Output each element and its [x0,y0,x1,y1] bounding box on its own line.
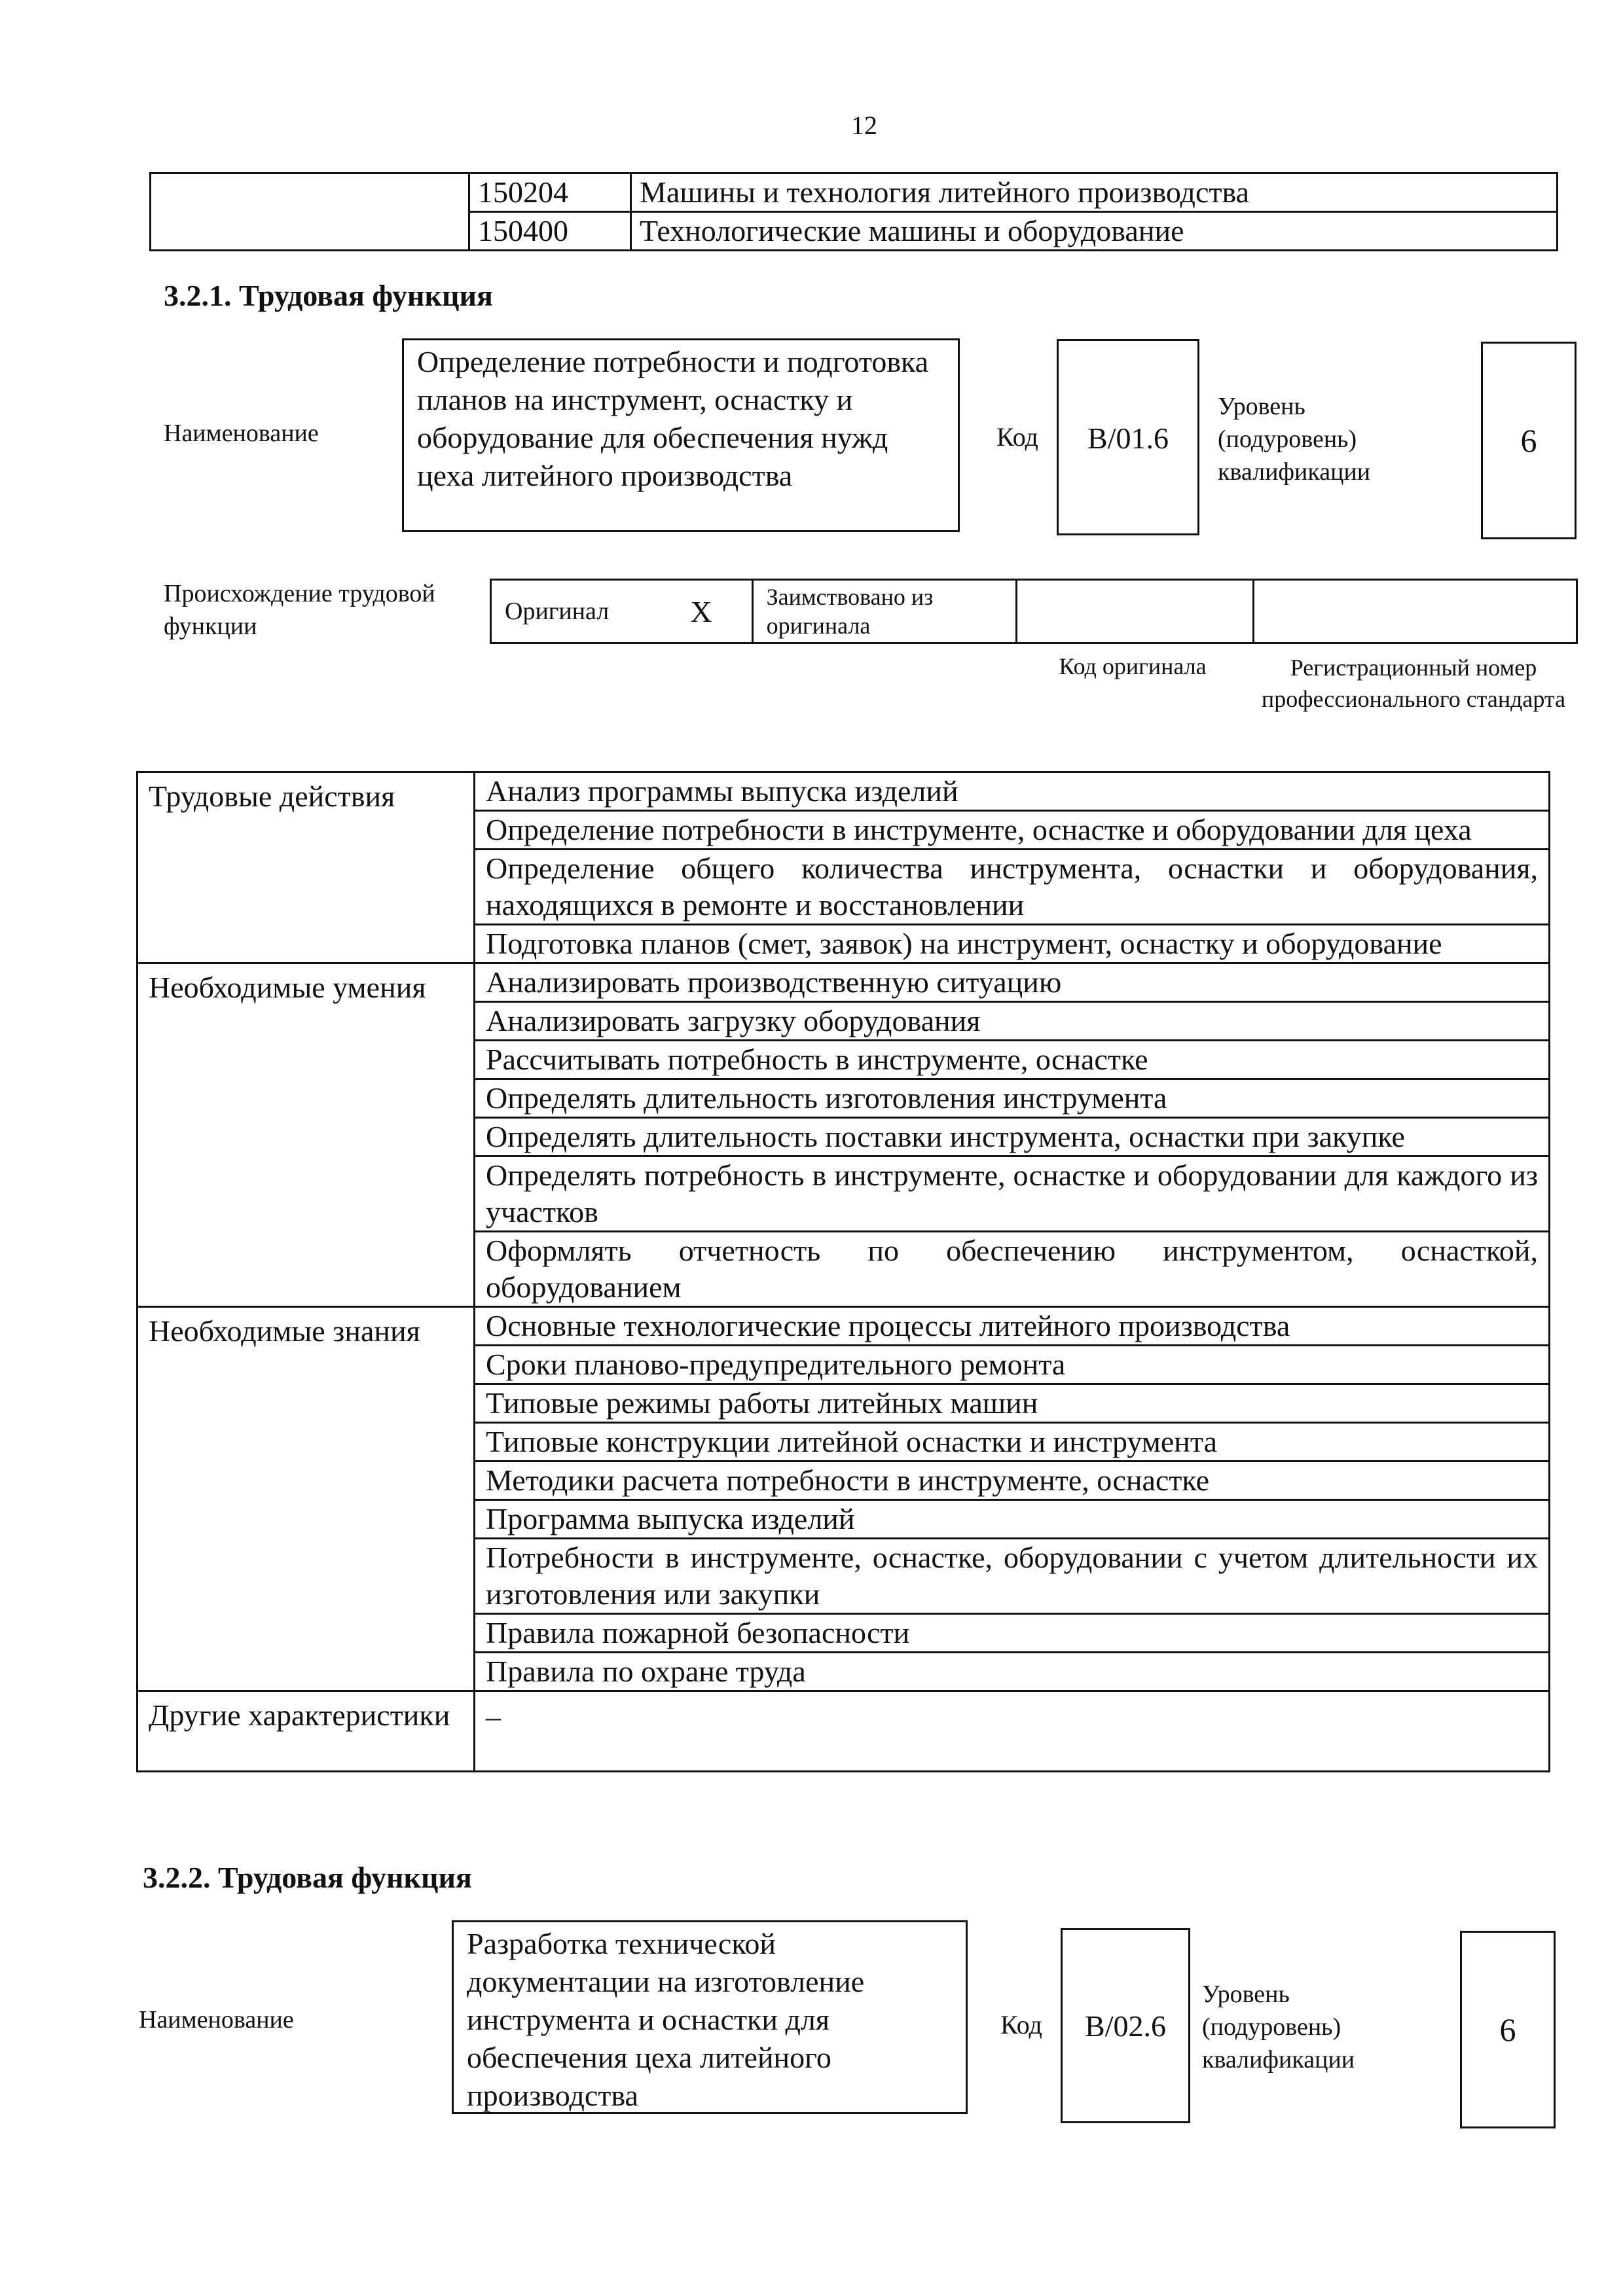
code-value: В/01.6 [1087,422,1169,455]
table-cell: – [475,1691,1550,1772]
level-label: Уровень (подуровень) квалификации [1202,1981,1355,2073]
table-cell: Определение общего количества инструмента, оснастки и оборудования, находящихся в ремонте и восстановлении [475,850,1550,925]
group-title: Другие характеристики [137,1691,475,1772]
table-cell: Оформлять отчетность по обеспечению инструментом, оснасткой, оборудованием [475,1232,1550,1307]
level-label: Уровень (подуровень) квалификации [1218,393,1371,486]
level-value: 6 [1520,422,1537,459]
table-cell: Потребности в инструменте, оснастке, оборудовании с учетом длительности их изготовления или закупки [475,1539,1550,1614]
table-row [137,963,1550,1002]
table-cell: Подготовка планов (смет, заявок) на инструмент, оснастку и оборудование [475,925,1550,963]
group-title: Необходимые умения [137,963,475,1307]
level-box [1460,1931,1556,2128]
original-label: Оригинал [505,598,610,625]
table-cell: Рассчитывать потребность в инструменте, оснастке [475,1041,1550,1079]
level-value: 6 [1499,2011,1516,2048]
function-name-box: Определение потребности и подготовка планов на инструмент, оснастку и оборудование для обеспечения нужд цеха литейного производства [402,338,960,532]
section-heading: 3.2.2. Трудовая функция [143,1861,472,1894]
table-row [137,772,1550,811]
table-row [151,173,1558,212]
code-box [1057,339,1199,535]
level-box [1481,342,1577,539]
table-cell: Сроки планово-предупредительного ремонта [475,1346,1550,1384]
original-code-cell [1015,579,1254,644]
table-cell: Анализировать производственную ситуацию [475,963,1550,1002]
top-name-cell: Технологические машины и оборудование [631,212,1558,251]
original-code-caption: Код оригинала [1059,653,1207,679]
table-cell: Методики расчета потребности в инструменте, оснастке [475,1462,1550,1500]
table-cell: Основные технологические процессы литейного производства [475,1307,1550,1346]
table-cell: Правила по охране труда [475,1653,1550,1691]
empty-cell [151,173,469,251]
table-cell: Анализировать загрузку оборудования [475,1002,1550,1041]
code-label: Код [1000,2010,1042,2039]
table-cell: Типовые режимы работы литейных машин [475,1384,1550,1423]
group-title: Необходимые знания [137,1307,475,1691]
borrowed-cell [752,579,1017,644]
section-heading: 3.2.1. Трудовая функция [164,279,493,312]
table-row [137,1307,1550,1346]
table-cell: Определять потребность в инструменте, оснастке и оборудовании для каждого из участков [475,1157,1550,1232]
table-cell: Определение потребности в инструменте, оснастке и оборудовании для цеха [475,811,1550,850]
code-value: В/02.6 [1085,2009,1166,2043]
top-name-cell: Машины и технология литейного производства [631,173,1558,212]
origin-label: Происхождение трудовой функции [164,580,435,640]
borrowed-label: Заимствовано из оригинала [766,584,934,639]
table-cell: Правила пожарной безопасности [475,1614,1550,1653]
code-box [1061,1928,1190,2123]
code-label: Код [996,422,1038,452]
table-cell: Типовые конструкции литейной оснастки и инструмента [475,1423,1550,1462]
original-mark: X [690,594,712,628]
name-label: Наименование [164,420,319,447]
function-name-box: Разработка технической документации на изготовление инструмента и оснастки для обеспечения цеха литейного производства [452,1920,968,2114]
top-code-cell: 150400 [469,212,631,251]
original-cell [490,579,754,644]
table-cell: Определять длительность изготовления инструмента [475,1079,1550,1118]
top-code-cell: 150204 [469,173,631,212]
reg-number-cell [1252,579,1578,644]
page-number: 12 [851,111,877,140]
table-cell: Программа выпуска изделий [475,1500,1550,1539]
table-cell: Анализ программы выпуска изделий [475,772,1550,811]
group-title: Трудовые действия [137,772,475,963]
main-table [136,771,1550,1772]
name-label: Наименование [139,2006,294,2034]
reg-number-caption: Регистрационный номер профессионального стандарта [1261,655,1566,712]
table-cell: Определять длительность поставки инструмента, оснастки при закупке [475,1118,1550,1157]
origin-row [490,579,1578,644]
table-row [137,1691,1550,1772]
top-table [149,172,1558,251]
